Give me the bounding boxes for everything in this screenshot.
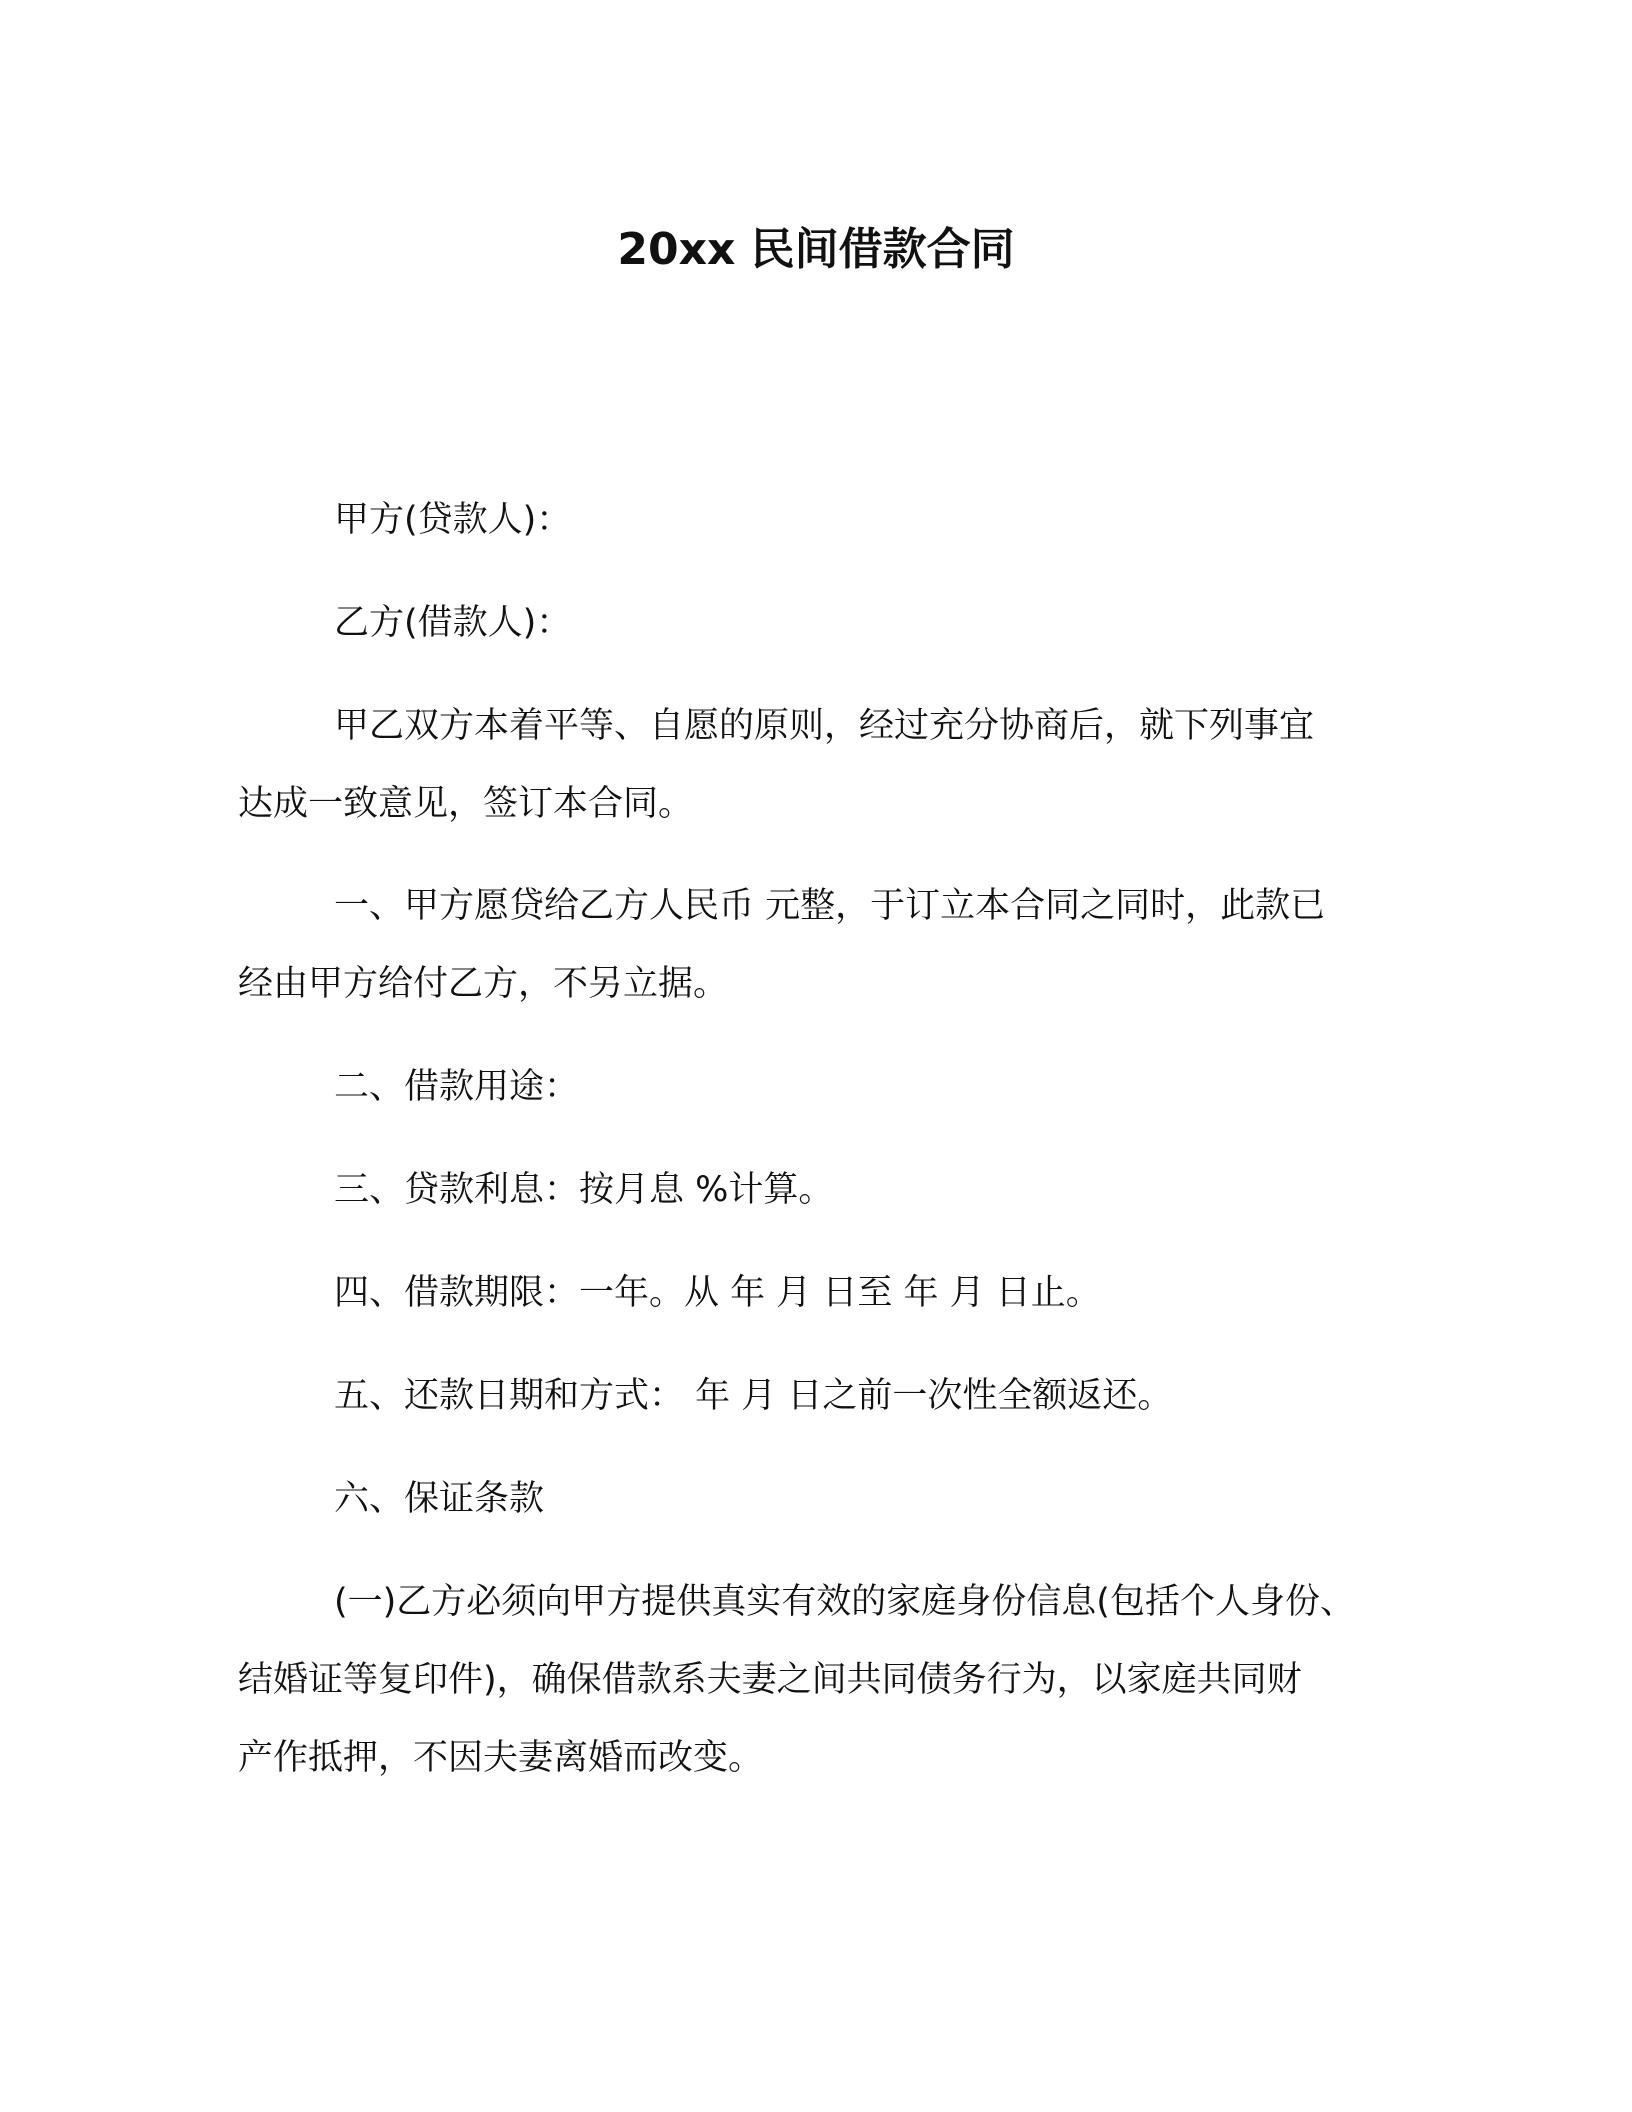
document-title: 20xx 民间借款合同 [617,224,1015,275]
clause-2-line: 二、借款用途： [334,1067,580,1107]
clause-6-1-line-1: (一)乙方必须向甲方提供真实有效的家庭身份信息(包括个人身份、 [334,1582,1355,1622]
clause-4-line: 四、借款期限：一年。从 年 月 日至 年 月 日止。 [334,1273,1101,1313]
party-a-line: 甲方(贷款人)： [334,500,572,540]
clause-6-1-line-2: 结婚证等复印件)，确保借款系夫妻之间共同债务行为，以家庭共同财 [238,1660,1302,1700]
clause-1-line-1: 一、甲方愿贷给乙方人民币 元整，于订立本合同之同时，此款已 [334,886,1326,926]
clause-6-heading: 六、保证条款 [334,1479,545,1519]
clause-1-line-2: 经由甲方给付乙方，不另立据。 [238,964,729,1004]
preamble-line-1: 甲乙双方本着平等、自愿的原则，经过充分协商后，就下列事宜 [334,706,1315,746]
preamble-line-2: 达成一致意见，签订本合同。 [238,784,694,824]
clause-3-line: 三、贷款利息：按月息 %计算。 [334,1170,834,1210]
party-b-line: 乙方(借款人)： [334,603,572,643]
clause-6-1-line-3: 产作抵押，不因夫妻离婚而改变。 [238,1738,764,1778]
clause-5-line: 五、还款日期和方式： 年 月 日之前一次性全额返还。 [334,1376,1173,1416]
